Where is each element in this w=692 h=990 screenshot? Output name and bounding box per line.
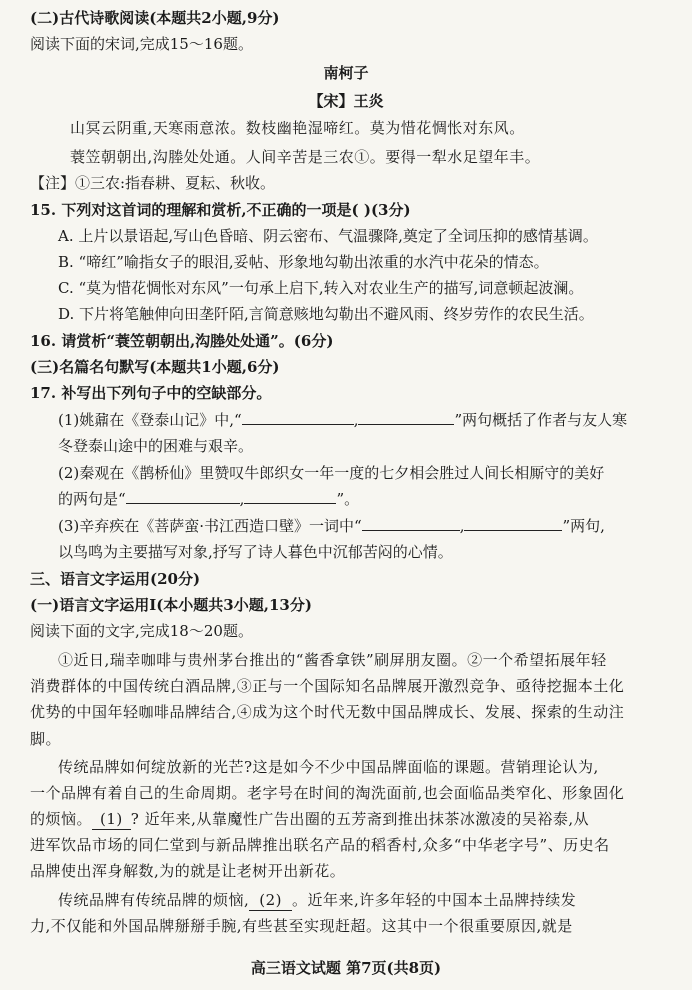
answer-blank[interactable] (244, 489, 336, 504)
instruction-text: 阅读下面的文字,完成18～20题。 (30, 622, 253, 640)
passage-p1-line: ①近日,瑞幸咖啡与贵州茅台推出的“酱香拿铁”刷屏朋友圈。②一个希望拓展年轻 (58, 651, 607, 669)
poem-line-1: 山冥云阴重,天寒雨意浓。数枝幽艳湿啼红。莫为惜花惆怅对东风。 (70, 119, 525, 137)
subsection-heading-language-1: (一)语言文字运用Ⅰ(本小题共3小题,13分) (30, 596, 312, 614)
option-15a: A. 上片以景语起,写山色昏暗、阴云密布、气温骤降,奠定了全词压抑的感情基调。 (58, 227, 598, 245)
answer-blank[interactable] (358, 410, 454, 425)
question-15: 15. 下列对这首词的理解和赏析,不正确的一项是( )(3分) (30, 201, 411, 219)
answer-blank[interactable] (242, 410, 354, 425)
p2-text: 的烦恼。 (30, 810, 93, 828)
option-15c: C. “莫为惜花惆怅对东风”一句承上启下,转入对农业生产的描写,词意顿起波澜。 (58, 279, 584, 297)
q17-1-suffix: ”两句概括了作者与友人寒 (454, 411, 628, 429)
option-15d: D. 下片将笔触伸向田垄阡陌,言简意赅地勾勒出不避风雨、终岁劳作的农民生活。 (58, 305, 594, 323)
blank-2[interactable]: (2) (249, 890, 292, 911)
q17-1-prefix: (1)姚鼐在《登泰山记》中,“ (58, 411, 242, 429)
passage-p1-line: 优势的中国年轻咖啡品牌结合,④成为这个时代无数中国品牌成长、发展、探索的生动注 (30, 703, 625, 721)
passage-p2-line: 品牌使出浑身解数,为的就是让老树开出新花。 (30, 862, 346, 880)
answer-blank[interactable] (126, 489, 240, 504)
q17-2-prefix: 的两句是“ (58, 490, 126, 508)
section-heading-recitation: (三)名篇名句默写(本题共1小题,6分) (30, 358, 280, 376)
passage-p2-line (30, 809, 589, 830)
q17-2-suffix: ”。 (336, 490, 360, 508)
question-16: 16. 请赏析“蓑笠朝朝出,沟塍处处通”。(6分) (30, 332, 334, 350)
q17-3-comma: , (459, 517, 465, 535)
passage-p2-line: 传统品牌如何绽放新的光芒?这是如今不少中国品牌面临的课题。营销理论认为, (58, 758, 599, 776)
p3-text: 传统品牌有传统品牌的烦恼, (58, 891, 250, 909)
question-17: 17. 补写出下列句子中的空缺部分。 (30, 384, 272, 402)
question-17-2-cont (58, 489, 359, 509)
question-17-3-line (58, 516, 605, 536)
q17-3-suffix: ”两句, (562, 517, 605, 535)
question-17-2-line: (2)秦观在《鹊桥仙》里赞叹牛郎织女一年一度的七夕相会胜过人间长相厮守的美好 (58, 464, 605, 482)
section-heading-language: 三、语言文字运用(20分) (30, 570, 201, 588)
q17-3-prefix: (3)辛弃疾在《菩萨蛮·书江西造口壁》一词中“ (58, 517, 362, 535)
p3-text: 。近年来,许多年轻的中国本土品牌持续发 (292, 891, 577, 909)
passage-p3-line (58, 890, 576, 911)
option-15b: B. “啼红”喻指女子的眼泪,妥帖、形象地勾勒出浓重的水汽中花朵的情态。 (58, 253, 549, 271)
question-17-1-cont: 冬登泰山途中的困难与艰辛。 (58, 437, 254, 455)
answer-blank[interactable] (464, 516, 562, 531)
answer-blank[interactable] (362, 516, 460, 531)
q17-2-comma: , (239, 490, 245, 508)
instruction-text: 阅读下面的宋词,完成15～16题。 (30, 35, 253, 53)
poem-title: 南柯子 (323, 64, 369, 82)
passage-p2-line: 一个品牌有着自己的生命周期。老字号在时间的淘洗面前,也会面临品类窄化、形象固化 (30, 784, 625, 802)
poem-author: 【宋】王炎 (308, 92, 384, 110)
poem-line-2: 蓑笠朝朝出,沟塍处处通。人间辛苦是三农①。要得一犁水足望年丰。 (70, 148, 541, 166)
section-heading-poetry: (二)古代诗歌阅读(本题共2小题,9分) (30, 9, 280, 27)
passage-p1-line: 脚。 (30, 730, 62, 748)
passage-p3-line: 力,不仅能和外国品牌掰掰手腕,有些甚至实现赶超。这其中一个很重要原因,就是 (30, 917, 573, 935)
p2-text: ? 近年来,从靠魔性广告出圈的五芳斋到推出抹茶冰激凌的吴裕泰,从 (130, 810, 590, 828)
page-footer: 高三语文试题 第7页(共8页) (250, 959, 442, 977)
passage-p2-line: 进军饮品市场的同仁堂到与新品牌推出联名产品的稻香村,众多“中华老字号”、历史名 (30, 836, 610, 854)
passage-p1-line: 消费群体的中国传统白酒品牌,③正与一个国际知名品牌展开激烈竞争、亟待挖掘本土化 (30, 677, 625, 695)
blank-1[interactable]: (1) (92, 809, 131, 830)
poem-note: 【注】①三农:指春耕、夏耘、秋收。 (30, 174, 276, 192)
q17-1-comma: , (353, 411, 359, 429)
question-17-3-cont: 以鸟鸣为主要描写对象,抒写了诗人暮色中沉郁苦闷的心情。 (58, 543, 453, 561)
question-17-1-line (58, 410, 627, 430)
